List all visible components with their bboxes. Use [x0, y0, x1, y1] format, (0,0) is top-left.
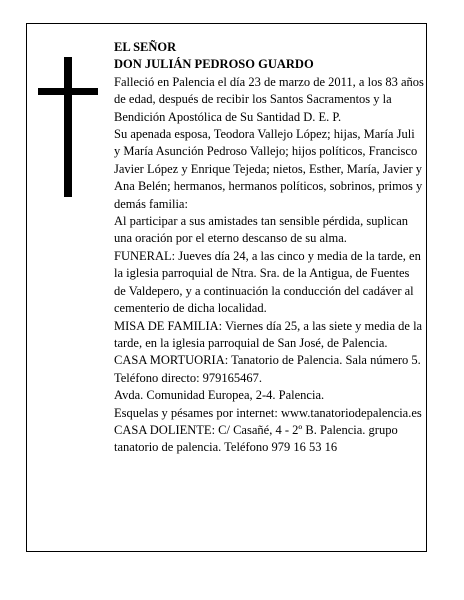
deceased-name: DON JULIÁN PEDROSO GUARDO [114, 57, 314, 72]
paragraph-mourning-house: CASA DOLIENTE: C/ Casañé, 4 - 2º B. Palencia. grupo tanatorio de palencia. Teléfono 979 16 53 16 [114, 422, 398, 455]
cross-vertical-bar [64, 57, 72, 197]
obituary-text [114, 39, 424, 457]
paragraph-address: Avda. Comunidad Europea, 2-4. Palencia. [114, 388, 325, 403]
paragraph-family-mass: MISA DE FAMILIA: Viernes día 25, a las siete y media de la tarde, en la iglesia parroquial de San José, de Palencia. [114, 318, 423, 350]
paragraph-family: Su apenada esposa, Teodora Vallejo López; hijas, María Juli y María Asunción Pedroso Vallejo; hijos políticos, Francisco Javier López y Enrique Tejeda; nietos, Esther, María, Javier y Ana Belén; hermanos, hermanos políticos, sobrinos, primos y demás familia: [114, 127, 423, 211]
paragraph-death-announcement: Falleció en Palencia el día 23 de marzo de 2011, a los 83 años de edad, después de recibir los Santos Sacramentos y la Bendición Apostólica de Su Santidad D. E. P. [114, 74, 424, 124]
cross-icon [38, 57, 98, 197]
paragraph-internet-condolences: Esquelas y pésames por internet: www.tanatoriodepalencia.es [114, 405, 422, 420]
paragraph-prayer-request: Al participar a sus amistades tan sensible pérdida, suplican una oración por el eterno descanso de su alma. [114, 214, 409, 246]
paragraph-funeral: FUNERAL: Jueves día 24, a las cinco y media de la tarde, en la iglesia parroquial de Ntra. Sra. de la Antigua, de Fuentes de Valdepero, y a continuación la conducción del cadáver al cementerio de dicha localidad. [114, 248, 421, 316]
paragraph-funeral-home: CASA MORTUORIA: Tanatorio de Palencia. Sala número 5. Teléfono directo: 979165467. [114, 353, 421, 385]
cross-horizontal-bar [38, 88, 98, 95]
heading-title: EL SEÑOR [114, 40, 177, 54]
